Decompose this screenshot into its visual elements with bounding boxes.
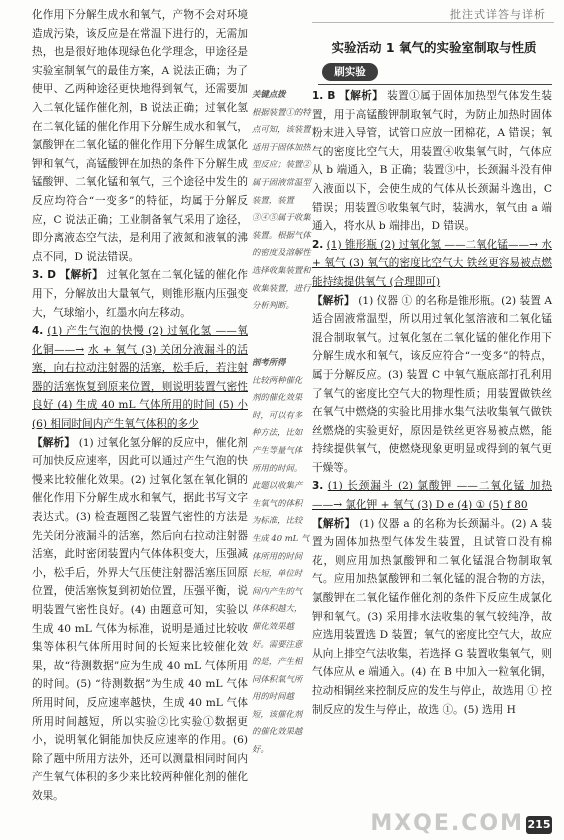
q4-analysis-text: (1) 过氧化氢分解的反应中，催化剂可加快反应速率，因此可以通过产生气泡的快慢来比较催化效果。(2) 过氧化氢在氧化铜的催化作用下分解生成水和氧气，据此书写文字表达式。(3) 检查题图乙装置气密性的方法是先关闭分液漏斗的活塞，然后向右拉动注射器活塞，此时密闭装置内气体体积变大，压强减小，松手后，外界大气压使注射器活塞压回原位置，使活塞恢复到初始位置，压强平衡，说明装置气密性良好。(4) 由题意可知，实验以生成 40 mL 气体为标准，说明是通过比较收集等体积气体所用时间的长短来比较催化效果，故“待测数据”应为生成 40 mL 气体所用的时间。(5) “待测数据”为生成 40 mL 气体所用时间，反应速率越快，生成 40 mL 气体所用时间越短，所以实验②比实验①数据更小，说明氧化铜能加快反应速率的作用。(6) 除了题中所用方法外，还可以测量相同时间内产生氧气体积的多少来比较两种催化剂的催化效果。 <box>32 436 248 802</box>
badge-divider <box>318 84 552 85</box>
r1-tag: 【解析】 <box>339 90 384 102</box>
header-divider <box>312 22 554 23</box>
q3-number: 3. D <box>32 269 56 282</box>
q4-tag: 【解析】 <box>32 436 76 449</box>
r2-number: 2. <box>312 238 324 251</box>
side-note-1-head: 关键点拨 <box>252 89 286 99</box>
q4-number: 4. <box>32 325 44 338</box>
r3-analysis <box>312 515 552 720</box>
r3-analysis-text: (1) 仪器 a 的名称为长颈漏斗。(2) A 装置为固体加热型气体发生装置，且试管口没有棉花，则应用加热氯酸钾和二氧化锰混合物制取氧气。应用加热氯酸钾和二氧化锰的混合物的方法，氯酸钾在二氧化锰作催化剂的条件下反应生成氯化钾和氧气。(3) 采用排水法收集的氧气较纯净，故应选用装置选 D 装置；氧气的密度比空气大，故应从向上排空气法收集，若选择 G 装置收集氧气，则气体应从 e 端通入。(4) 在 B 中加入一粒氧化铜，拉动相铜丝来控制反应的发生与停止，故选用 ① 控制反应的发生与停止，故选 ①。(5) 选用 H <box>312 517 552 716</box>
practice-badge: 刷实验 <box>322 63 378 81</box>
intro-paragraph: 化作用下分解生成水和氧气，产物不会对环境造成污染，该反应是在常温下进行的，无需加热，也是很好地体现绿色化学理念，甲途径是实验室制氧气的最佳方案，A 说法正确；为了使甲、乙两种途径更快地得到氧气，还需要加入二氧化锰作催化剂，B 说法正确；过氧化氢在二氧化锰的催化作用下分解生成水和氧气，氯酸钾在二氧化锰的催化作用下分解生成氯化钾和氧气，高锰酸钾在加热的条件下分解生成锰酸钾、二氧化锰和氧气，三个途径中发生的反应均符合“一变多”的特征，均属于分解反应，C 说法正确；工业制备氧气采用了途径，即分离液态空气法，是利用了液氮和液氧的沸点不同，D 说法错误。 <box>32 9 248 263</box>
question-3 <box>32 266 248 322</box>
q4-analysis <box>32 434 248 806</box>
left-column <box>32 6 248 806</box>
side-note-1-text: 根据装置①的特点可知，该装置适用于固体加热型反应；装置②属于固液常温型装置，装置③④⑤属于收集装置。根据气体的密度及溶解性选择收集装置和收集装置，进行分析判断。 <box>252 106 311 311</box>
page-number: 215 <box>526 816 552 834</box>
r3-number: 3. <box>312 480 324 493</box>
right-column <box>312 87 552 719</box>
r2-tag: 【解析】 <box>312 294 355 307</box>
question-r1 <box>312 87 552 236</box>
q3-tag: 【解析】 <box>59 269 104 282</box>
question-4 <box>32 322 248 434</box>
section-title: 实验活动 1 氧气的实验室制取与性质 <box>331 40 537 55</box>
side-note-2-text: 比较两种催化剂的催化效果时，可以有多种方法，比如产生等量气体所用的时间。此题以收集产生氧气的体积为标准，比较生成 40 mL 气体所用的时间长短，单位时间内产生的气体体积越大，催化效果越好。需要注意的是，产生相同体积氧气所用的时间越短，该催化剂的催化效果越好。 <box>252 374 310 755</box>
r3-answer: (1) 长颈漏斗 (2) 氯酸钾 ——二氧化锰 加热——→ 氯化钾 + 氧气 (3) D e (4) ① (5) f 80 <box>312 480 552 512</box>
r2-analysis-text: (1) 仪器 ① 的名称是锥形瓶。(2) 装置 A 适合固液常温型，所以用过氧化氢溶液和二氧化锰混合制取氧气。过氧化氢在二氧化锰的催化作用下分解生成水和氧气，该反应符合“一变多”的特点，属于分解反应。(3) 装置 C 中氧气瓶底部打孔利用了氧气的密度比空气大的物理性质；用装置做铁丝在氧气中燃烧的实验比用排水集气法收集氧气做铁丝燃烧的实验更好，原因是铁丝更容易被点燃，能持续提供氧气，使燃烧现象更明显或得到的氧气更干燥等。 <box>312 294 553 474</box>
q3-text: 过氧化氢在二氧化锰的催化作用下，分解放出大量氧气，则锥形瓶内压强变大，气球缩小，红墨水向左移动。 <box>32 269 248 319</box>
q4-answer-line-1: (1) 产生气泡的快慢 (2) 过氧化氢 ——氧化铜——→ <box>32 325 248 356</box>
question-r2 <box>312 236 552 292</box>
side-note-takeaway <box>252 354 310 759</box>
watermark: MXQE.COM <box>370 811 524 836</box>
question-r3 <box>312 477 552 514</box>
r2-analysis <box>312 292 552 478</box>
r1-number: 1. B <box>312 90 336 102</box>
r3-tag: 【解析】 <box>312 517 356 530</box>
q4-answer-line-2: 水 + 氧气 (3) 关闭分液漏斗的活塞，向右拉动注射器的活塞，松手后，若注射器的活塞恢复到原来位置，则说明装置气密性良好 (4) 生成 40 mL 气体所用的时间 (5) 小 (6) 相同时间内产生氧气体积的多少 <box>32 343 248 431</box>
side-note-key-point <box>252 86 312 315</box>
r2-answer: (1) 锥形瓶 (2) 过氧化氢 ——二氧化锰——→ 水 + 氧气 (3) 氧气的密度比空气大 铁丝更容易被点燃 能持续提供氧气 (合理即可) <box>312 238 552 288</box>
header-title: 批注式详答与详析 <box>450 8 546 21</box>
r1-text: 装置①属于固体加热型气体发生装置，用于高锰酸钾制取氧气时，为防止加热时固体粉末进入导管，试管口应放一团棉花，A 错误；氧气的密度比空气大，用装置④收集氧气时，气体应从 b 端通入，B 正确；装置③中，长颈漏斗没有伸入液面以下，会使生成的气体从长颈漏斗逸出，C 错误；用装置⑤收集氧气时，装满水，氧气由 a 端通入，将水从 b 端排出，D 错误。 <box>312 90 552 233</box>
side-note-2-head: 剖考所得 <box>252 357 286 367</box>
